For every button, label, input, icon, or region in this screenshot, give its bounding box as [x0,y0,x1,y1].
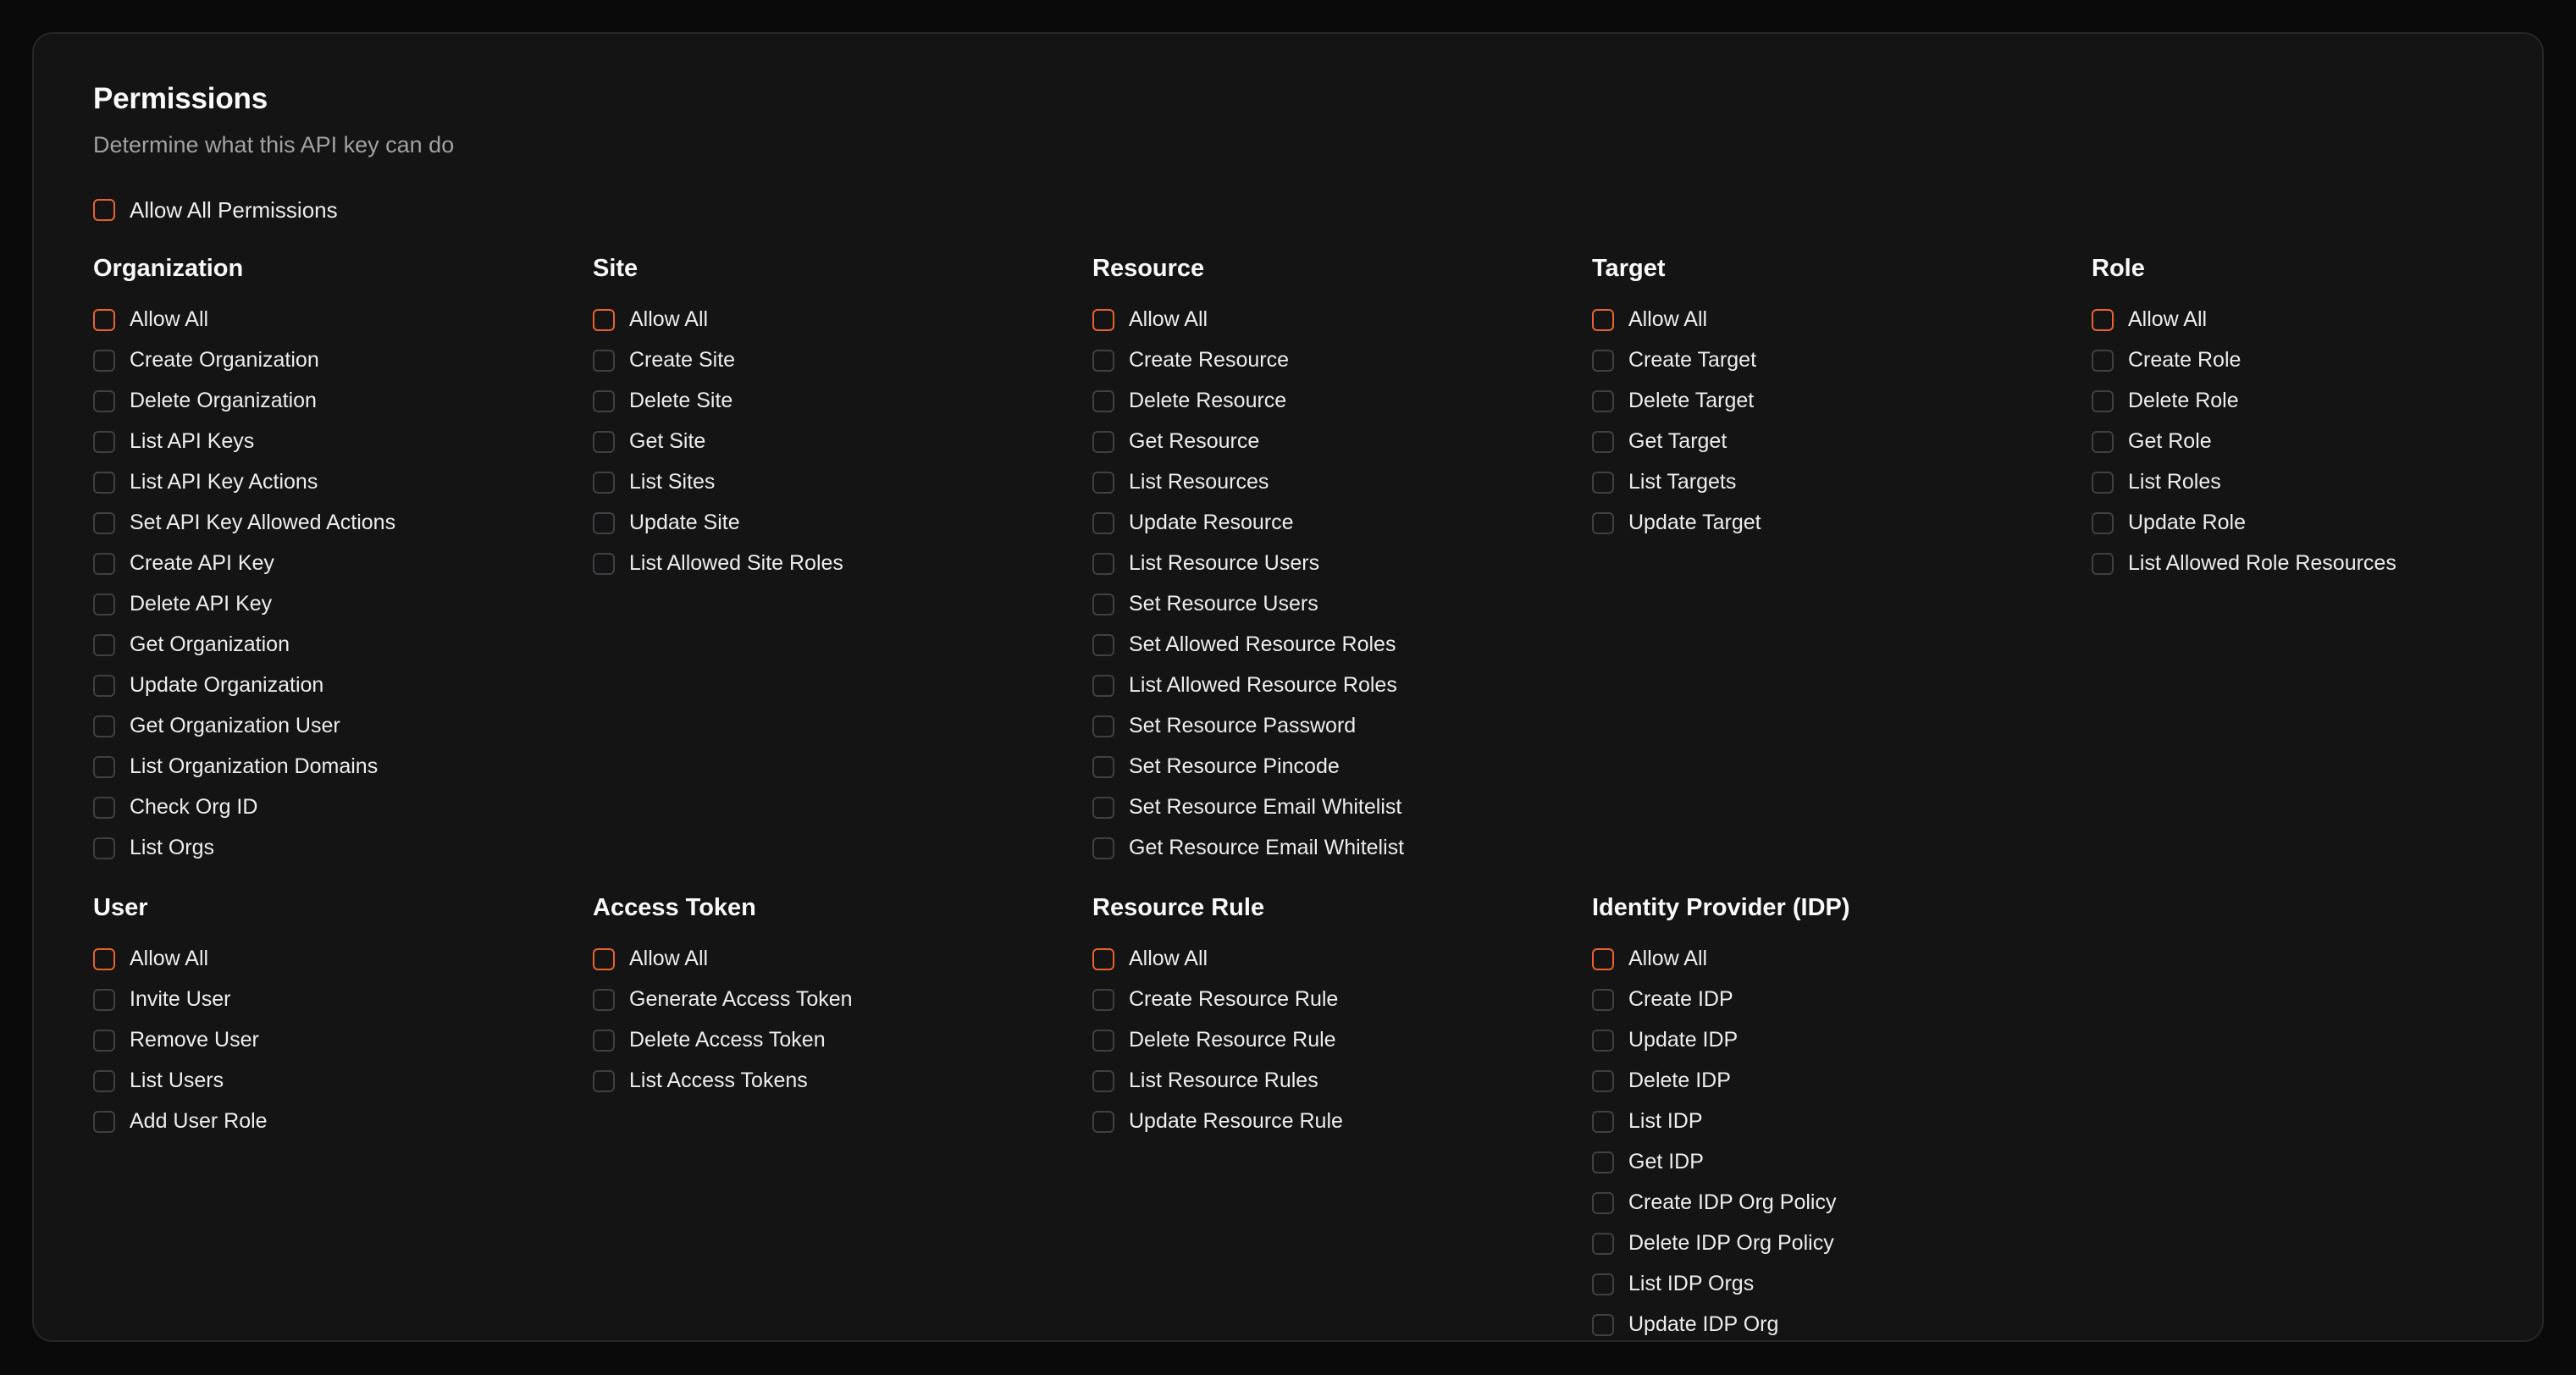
permission-label: Check Org ID [130,795,258,820]
checkbox-resource-set-resource-email-whitelist[interactable] [1092,797,1114,819]
permission-label: Get Resource Email Whitelist [1129,836,1405,860]
checkbox-resource-allow-all[interactable] [1092,309,1114,331]
permission-label: Delete API Key [130,592,273,616]
permission-row-organization-get-organization-user[interactable] [93,706,584,747]
permission-label: Get Site [629,429,706,454]
permission-row-identity-provider-idp-update-idp[interactable] [1592,1020,2083,1061]
permission-row-user-add-user-role[interactable] [93,1102,584,1142]
checkbox-site-allow-all[interactable] [593,309,615,331]
checkbox-resource-rule-create-resource-rule[interactable] [1092,989,1114,1011]
permission-label: Set Resource Users [1129,592,1318,616]
permission-row-resource-list-resource-users[interactable] [1092,544,1584,584]
group-title: Resource [1092,254,1205,282]
checkbox-resource-get-resource-email-whitelist[interactable] [1092,837,1114,859]
checkbox-organization-set-api-key-allowed-actions[interactable] [93,512,115,534]
permission-row-resource-allow-all[interactable] [1092,300,1584,340]
permission-label: Delete IDP Org Policy [1628,1231,1834,1256]
permission-row-site-list-sites[interactable] [593,462,1084,503]
permission-row-user-invite-user[interactable] [93,980,584,1020]
checkbox-organization-delete-api-key[interactable] [93,594,115,616]
checkbox-resource-set-resource-pincode[interactable] [1092,756,1114,778]
permission-row-identity-provider-idp-get-idp[interactable] [1592,1142,2083,1183]
permission-row-role-list-allowed-role-resources[interactable] [2092,544,2576,584]
checkbox-user-invite-user[interactable] [93,989,115,1011]
permission-row-access-token-list-access-tokens[interactable] [593,1061,1084,1102]
permission-label: Update Target [1628,511,1761,535]
permission-row-access-token-allow-all[interactable] [593,939,1084,980]
permission-groups-row-1 [93,255,2483,869]
checkbox-organization-list-api-keys[interactable] [93,431,115,453]
permission-row-organization-delete-api-key[interactable] [93,584,584,625]
permission-row-identity-provider-idp-allow-all[interactable] [1592,939,2083,980]
group-title: Access Token [593,893,756,921]
permission-row-access-token-generate-access-token[interactable] [593,980,1084,1020]
permission-row-site-delete-site[interactable] [593,381,1084,422]
permission-group-access-token [593,894,1092,1345]
checkbox-role-update-role[interactable] [2092,512,2114,534]
checkbox-site-delete-site[interactable] [593,390,615,412]
permission-row-identity-provider-idp-delete-idp-org-policy[interactable] [1592,1223,2083,1264]
permission-label: Set Resource Email Whitelist [1129,795,1402,820]
permission-label: Update Resource [1129,511,1294,535]
permission-label: Create Site [629,348,736,373]
permission-row-role-delete-role[interactable] [2092,381,2576,422]
permission-row-organization-allow-all[interactable] [93,300,584,340]
permission-row-organization-create-organization[interactable] [93,340,584,381]
permission-row-target-create-target[interactable] [1592,340,2083,381]
checkbox-organization-get-organization-user[interactable] [93,715,115,737]
permission-row-resource-set-resource-pincode[interactable] [1092,747,1584,787]
permission-label: Delete IDP [1628,1069,1731,1093]
permission-row-identity-provider-idp-delete-idp[interactable] [1592,1061,2083,1102]
checkbox-target-get-target[interactable] [1592,431,1614,453]
permission-label: List Sites [629,470,716,494]
permission-row-site-list-allowed-site-roles[interactable] [593,544,1084,584]
permission-label: List IDP Orgs [1628,1272,1755,1296]
permission-row-user-allow-all[interactable] [93,939,584,980]
checkbox-identity-provider-idp-update-idp[interactable] [1592,1030,1614,1052]
permission-row-site-create-site[interactable] [593,340,1084,381]
permission-row-target-delete-target[interactable] [1592,381,2083,422]
permission-label: Update Resource Rule [1129,1109,1343,1134]
checkbox-resource-set-resource-password[interactable] [1092,715,1114,737]
permissions-panel [32,32,2544,1342]
group-title: User [93,893,148,921]
permission-label: Create API Key [130,551,274,576]
checkbox-site-list-allowed-site-roles[interactable] [593,553,615,575]
permission-row-resource-rule-create-resource-rule[interactable] [1092,980,1584,1020]
permission-group-user [93,894,593,1345]
checkbox-resource-create-resource[interactable] [1092,350,1114,372]
permission-group-resource [1092,255,1592,869]
permission-row-role-update-role[interactable] [2092,503,2576,544]
checkbox-identity-provider-idp-create-idp[interactable] [1592,989,1614,1011]
permission-label: Delete Resource Rule [1129,1028,1336,1052]
permission-group-organization [93,255,593,869]
checkbox-user-remove-user[interactable] [93,1030,115,1052]
checkbox-identity-provider-idp-update-idp-org[interactable] [1592,1314,1614,1336]
permission-row-role-get-role[interactable] [2092,422,2576,462]
checkbox-identity-provider-idp-create-idp-org-policy[interactable] [1592,1192,1614,1214]
permission-row-organization-list-orgs[interactable] [93,828,584,869]
permission-row-organization-list-api-key-actions[interactable] [93,462,584,503]
permission-row-organization-set-api-key-allowed-actions[interactable] [93,503,584,544]
permission-row-site-allow-all[interactable] [593,300,1084,340]
permission-label: Get IDP [1628,1150,1704,1174]
group-title: Organization [93,254,244,282]
permission-label: List Roles [2128,470,2221,494]
permission-label: Delete Access Token [629,1028,826,1052]
permission-label: Get Organization User [130,714,340,738]
permission-label: Get Resource [1129,429,1260,454]
permission-label: Set Allowed Resource Roles [1129,632,1396,657]
checkbox-identity-provider-idp-delete-idp-org-policy[interactable] [1592,1233,1614,1255]
checkbox-site-get-site[interactable] [593,431,615,453]
permission-row-role-create-role[interactable] [2092,340,2576,381]
checkbox-access-token-delete-access-token[interactable] [593,1030,615,1052]
checkbox-site-create-site[interactable] [593,350,615,372]
group-title: Target [1592,254,1666,282]
permission-label: Generate Access Token [629,987,853,1012]
checkbox-resource-rule-delete-resource-rule[interactable] [1092,1030,1114,1052]
checkbox-resource-list-allowed-resource-roles[interactable] [1092,675,1114,697]
checkbox-resource-rule-allow-all[interactable] [1092,948,1114,970]
permission-label: Create Role [2128,348,2242,373]
permission-row-site-get-site[interactable] [593,422,1084,462]
permission-row-resource-get-resource[interactable] [1092,422,1584,462]
page-subtitle: Determine what this API key can do [93,131,455,157]
permission-label: Add User Role [130,1109,268,1134]
permission-row-resource-get-resource-email-whitelist[interactable] [1092,828,1584,869]
permission-label: List Targets [1628,470,1737,494]
checkbox-resource-list-resource-users[interactable] [1092,553,1114,575]
permission-label: Update IDP Org [1628,1312,1779,1337]
permission-row-organization-get-organization[interactable] [93,625,584,665]
permission-label: Remove User [130,1028,259,1052]
permission-label: Create Target [1628,348,1757,373]
permission-label: Allow All [1628,947,1708,971]
permission-row-role-allow-all[interactable] [2092,300,2576,340]
permission-row-resource-list-resources[interactable] [1092,462,1584,503]
permission-row-access-token-delete-access-token[interactable] [593,1020,1084,1061]
checkbox-target-delete-target[interactable] [1592,390,1614,412]
group-title: Identity Provider (IDP) [1592,893,1850,921]
checkbox-user-list-users[interactable] [93,1070,115,1092]
permission-row-site-update-site[interactable] [593,503,1084,544]
permission-row-organization-check-org-id[interactable] [93,787,584,828]
permission-label: Create Resource [1129,348,1289,373]
permission-label: Delete Resource [1129,389,1287,413]
permission-label: Set Resource Password [1129,714,1357,738]
permission-label: Create Resource Rule [1129,987,1339,1012]
group-title: Site [593,254,638,282]
checkbox-resource-list-resources[interactable] [1092,472,1114,494]
permission-row-resource-rule-allow-all[interactable] [1092,939,1584,980]
permission-label: List Allowed Role Resources [2128,551,2396,576]
permission-row-resource-list-allowed-resource-roles[interactable] [1092,665,1584,706]
permission-row-identity-provider-idp-list-idp[interactable] [1592,1102,2083,1142]
permission-label: Create IDP Org Policy [1628,1190,1837,1215]
checkbox-resource-update-resource[interactable] [1092,512,1114,534]
group-title: Role [2092,254,2145,282]
checkbox-identity-provider-idp-delete-idp[interactable] [1592,1070,1614,1092]
permission-row-resource-rule-delete-resource-rule[interactable] [1092,1020,1584,1061]
checkbox-resource-rule-list-resource-rules[interactable] [1092,1070,1114,1092]
checkbox-organization-update-organization[interactable] [93,675,115,697]
permission-row-resource-rule-update-resource-rule[interactable] [1092,1102,1584,1142]
permission-label: Update Organization [130,673,324,698]
permission-row-resource-delete-resource[interactable] [1092,381,1584,422]
checkbox-resource-rule-update-resource-rule[interactable] [1092,1111,1114,1133]
checkbox-access-token-allow-all[interactable] [593,948,615,970]
permission-label: Update Site [629,511,740,535]
permission-label: Allow All [629,307,709,332]
checkbox-organization-delete-organization[interactable] [93,390,115,412]
checkbox-resource-set-resource-users[interactable] [1092,594,1114,616]
checkbox-target-update-target[interactable] [1592,512,1614,534]
permission-row-resource-set-resource-email-whitelist[interactable] [1092,787,1584,828]
permission-groups-row-2 [93,894,2483,1345]
checkbox-role-get-role[interactable] [2092,431,2114,453]
page-title: Permissions [93,82,268,115]
permission-label: List Allowed Site Roles [629,551,843,576]
checkbox-organization-check-org-id[interactable] [93,797,115,819]
permission-label: List Resource Rules [1129,1069,1318,1093]
permission-label: Allow All [2128,307,2208,332]
checkbox-organization-create-organization[interactable] [93,350,115,372]
permission-label: Delete Role [2128,389,2239,413]
checkbox-role-allow-all[interactable] [2092,309,2114,331]
permission-row-organization-list-organization-domains[interactable] [93,747,584,787]
checkbox-identity-provider-idp-get-idp[interactable] [1592,1151,1614,1173]
permission-label: Create IDP [1628,987,1733,1012]
checkbox-role-create-role[interactable] [2092,350,2114,372]
permission-group-site [593,255,1092,869]
checkbox-site-update-site[interactable] [593,512,615,534]
permission-label: List IDP [1628,1109,1703,1134]
permission-label: Update IDP [1628,1028,1739,1052]
permission-label: Delete Organization [130,389,317,413]
permission-label: Delete Target [1628,389,1755,413]
permission-label: Allow All [1129,307,1208,332]
checkbox-resource-get-resource[interactable] [1092,431,1114,453]
checkbox-target-create-target[interactable] [1592,350,1614,372]
permission-label: Delete Site [629,389,733,413]
allow-all-permissions-checkbox[interactable] [93,199,115,221]
checkbox-organization-list-organization-domains[interactable] [93,756,115,778]
checkbox-resource-delete-resource[interactable] [1092,390,1114,412]
permission-row-role-list-roles[interactable] [2092,462,2576,503]
checkbox-organization-list-api-key-actions[interactable] [93,472,115,494]
permission-label: List Organization Domains [130,754,379,779]
permission-row-organization-delete-organization[interactable] [93,381,584,422]
checkbox-organization-list-orgs[interactable] [93,837,115,859]
allow-all-permissions-label: Allow All Permissions [130,196,338,223]
checkbox-identity-provider-idp-list-idp-orgs[interactable] [1592,1273,1614,1295]
permission-group-identity-provider-idp [1592,894,2092,1345]
permission-row-user-remove-user[interactable] [93,1020,584,1061]
permission-label: Get Organization [130,632,290,657]
permission-label: List Allowed Resource Roles [1129,673,1397,698]
permission-label: List Resource Users [1129,551,1320,576]
permission-row-organization-create-api-key[interactable] [93,544,584,584]
permission-label: List Access Tokens [629,1069,808,1093]
permission-label: Set API Key Allowed Actions [130,511,396,535]
permission-label: Set Resource Pincode [1129,754,1340,779]
permission-label: Get Role [2128,429,2212,454]
checkbox-identity-provider-idp-list-idp[interactable] [1592,1111,1614,1133]
permission-label: Allow All [1628,307,1708,332]
checkbox-user-add-user-role[interactable] [93,1111,115,1133]
permission-row-resource-create-resource[interactable] [1092,340,1584,381]
permission-label: List Orgs [130,836,215,860]
permission-label: Allow All [130,947,209,971]
permission-row-organization-update-organization[interactable] [93,665,584,706]
permission-row-resource-rule-list-resource-rules[interactable] [1092,1061,1584,1102]
permission-row-resource-set-resource-password[interactable] [1092,706,1584,747]
permission-group-role [2092,255,2576,869]
permission-row-resource-set-resource-users[interactable] [1092,584,1584,625]
permission-label: List Users [130,1069,224,1093]
permission-row-resource-update-resource[interactable] [1092,503,1584,544]
permission-label: List Resources [1129,470,1269,494]
checkbox-role-list-roles[interactable] [2092,472,2114,494]
permission-row-identity-provider-idp-create-idp-org-policy[interactable] [1592,1183,2083,1223]
checkbox-identity-provider-idp-allow-all[interactable] [1592,948,1614,970]
permission-label: Allow All [629,947,709,971]
permission-row-target-get-target[interactable] [1592,422,2083,462]
permission-group-resource-rule [1092,894,1592,1345]
permission-label: Allow All [1129,947,1208,971]
permission-label: Create Organization [130,348,319,373]
permission-row-target-update-target[interactable] [1592,503,2083,544]
permission-row-organization-list-api-keys[interactable] [93,422,584,462]
checkbox-organization-allow-all[interactable] [93,309,115,331]
allow-all-permissions-row[interactable] [93,196,2483,223]
permission-row-identity-provider-idp-create-idp[interactable] [1592,980,2083,1020]
checkbox-access-token-list-access-tokens[interactable] [593,1070,615,1092]
permission-row-target-allow-all[interactable] [1592,300,2083,340]
group-title: Resource Rule [1092,893,1265,921]
permission-row-identity-provider-idp-list-idp-orgs[interactable] [1592,1264,2083,1305]
permission-group-target [1592,255,2092,869]
checkbox-organization-get-organization[interactable] [93,634,115,656]
permission-label: List API Keys [130,429,255,454]
permission-row-user-list-users[interactable] [93,1061,584,1102]
permission-label: List API Key Actions [130,470,318,494]
checkbox-target-list-targets[interactable] [1592,472,1614,494]
checkbox-organization-create-api-key[interactable] [93,553,115,575]
checkbox-target-allow-all[interactable] [1592,309,1614,331]
checkbox-user-allow-all[interactable] [93,948,115,970]
checkbox-site-list-sites[interactable] [593,472,615,494]
permission-label: Get Target [1628,429,1727,454]
permission-label: Allow All [130,307,209,332]
permission-label: Invite User [130,987,231,1012]
checkbox-resource-set-allowed-resource-roles[interactable] [1092,634,1114,656]
checkbox-access-token-generate-access-token[interactable] [593,989,615,1011]
permission-row-identity-provider-idp-update-idp-org[interactable] [1592,1305,2083,1345]
permission-label: Update Role [2128,511,2246,535]
permission-row-resource-set-allowed-resource-roles[interactable] [1092,625,1584,665]
checkbox-role-list-allowed-role-resources[interactable] [2092,553,2114,575]
checkbox-role-delete-role[interactable] [2092,390,2114,412]
permission-row-target-list-targets[interactable] [1592,462,2083,503]
